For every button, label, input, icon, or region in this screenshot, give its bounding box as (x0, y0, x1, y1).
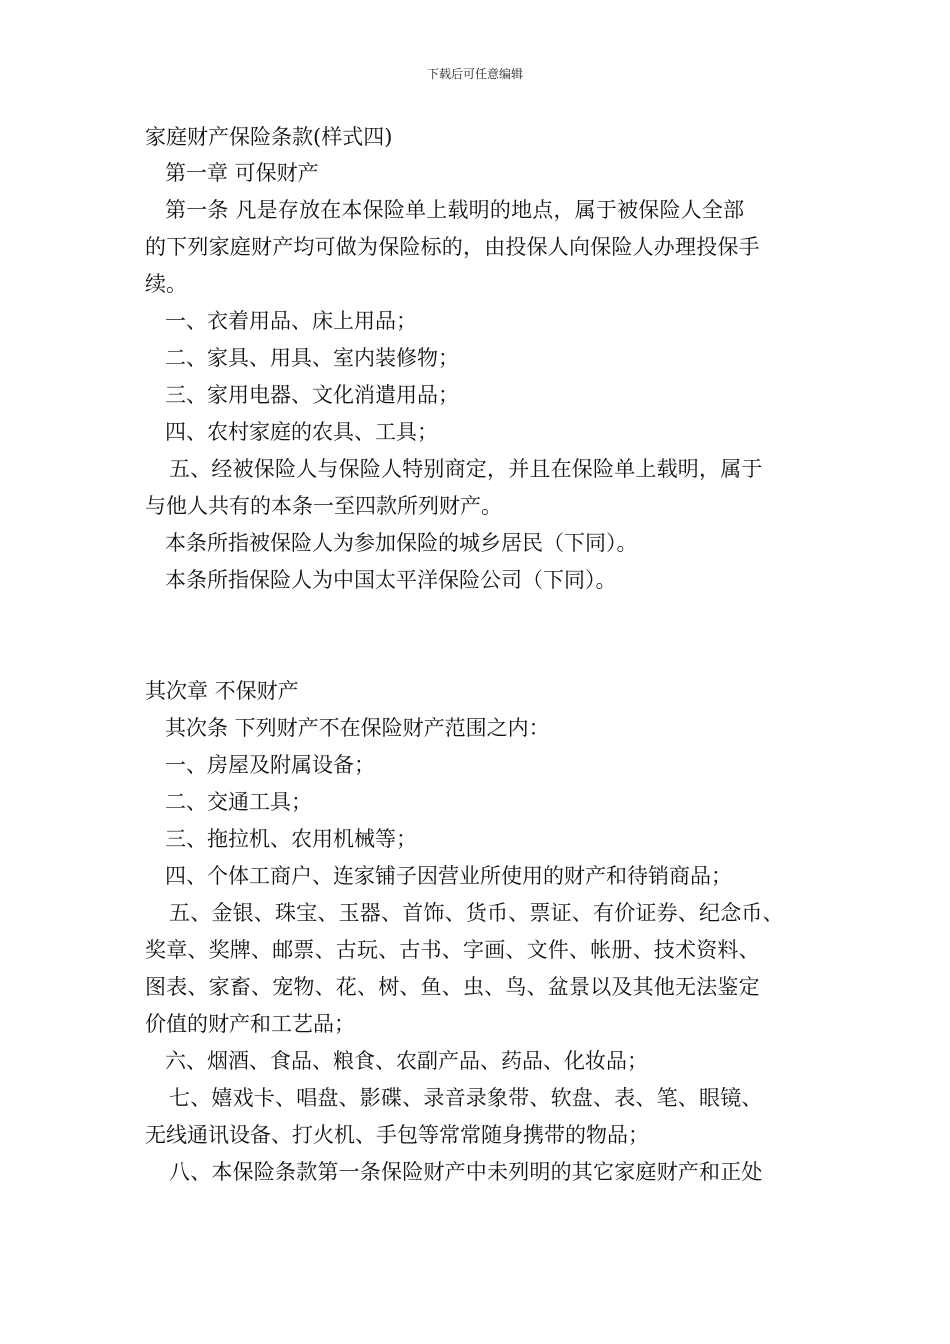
chapter1-item-3: 三、家用电器、文化消遣用品； (165, 383, 459, 407)
article2: 其次条 下列财产不在保险财产范围之内： (165, 716, 550, 740)
chapter2-item-4: 四、个体工商户、连家铺子因营业所使用的财产和待销商品； (165, 864, 732, 888)
chapter1-note-1: 本条所指被保险人为参加保险的城乡居民（下同）。 (165, 531, 638, 555)
chapter2-item-8-line1: 八、本保险条款第一条保险财产中未列明的其它家庭财产和正处 (169, 1160, 763, 1184)
chapter2-item-5-line1: 五、金银、珠宝、玉器、首饰、货币、票证、有价证券、纪念币、 (169, 901, 784, 925)
chapter1-item-2: 二、家具、用具、室内装修物； (165, 346, 459, 370)
chapter2-item-5-line4: 价值的财产和工艺品； (145, 1012, 355, 1036)
chapter1-note-2: 本条所指保险人为中国太平洋保险公司（下同）。 (165, 568, 617, 592)
chapter2-item-3: 三、拖拉机、农用机械等； (165, 827, 417, 851)
article1-line2: 的下列家庭财产均可做为保险标的，由投保人向保险人办理投保手 (145, 235, 760, 259)
chapter2-item-1: 一、房屋及附属设备； (165, 753, 375, 777)
chapter2-heading: 其次章 不保财产 (145, 679, 299, 703)
chapter2-item-7-line2: 无线通讯设备、打火机、手包等常常随身携带的物品； (145, 1123, 649, 1147)
article1-line1: 第一条 凡是存放在本保险单上载明的地点，属于被保险人全部 (165, 198, 745, 222)
chapter1-item-4: 四、农村家庭的农具、工具； (165, 420, 438, 444)
chapter2-item-6: 六、烟酒、食品、粮食、农副产品、药品、化妆品； (165, 1049, 648, 1073)
chapter1-item-5-line2: 与他人共有的本条一至四款所列财产。 (145, 494, 502, 518)
section-spacer (145, 599, 810, 673)
document-title: 家庭财产保险条款(样式四) (145, 125, 393, 149)
document-body (145, 122, 810, 1191)
chapter1-item-5-line1: 五、经被保险人与保险人特别商定，并且在保险单上载明，属于 (169, 457, 763, 481)
article1-line3: 续。 (145, 272, 187, 296)
chapter2-item-7-line1: 七、嬉戏卡、唱盘、影碟、录音录象带、软盘、表、笔、眼镜、 (169, 1086, 763, 1110)
chapter1-heading: 第一章 可保财产 (165, 161, 319, 185)
chapter2-item-5-line2: 奖章、奖牌、邮票、古玩、古书、字画、文件、帐册、技术资料、 (145, 938, 760, 962)
chapter1-item-1: 一、衣着用品、床上用品； (165, 309, 417, 333)
chapter2-item-5-line3: 图表、家畜、宠物、花、树、鱼、虫、鸟、盆景以及其他无法鉴定 (145, 975, 760, 999)
chapter2-item-2: 二、交通工具； (165, 790, 312, 814)
page-header: 下载后可任意编辑 (426, 67, 523, 81)
